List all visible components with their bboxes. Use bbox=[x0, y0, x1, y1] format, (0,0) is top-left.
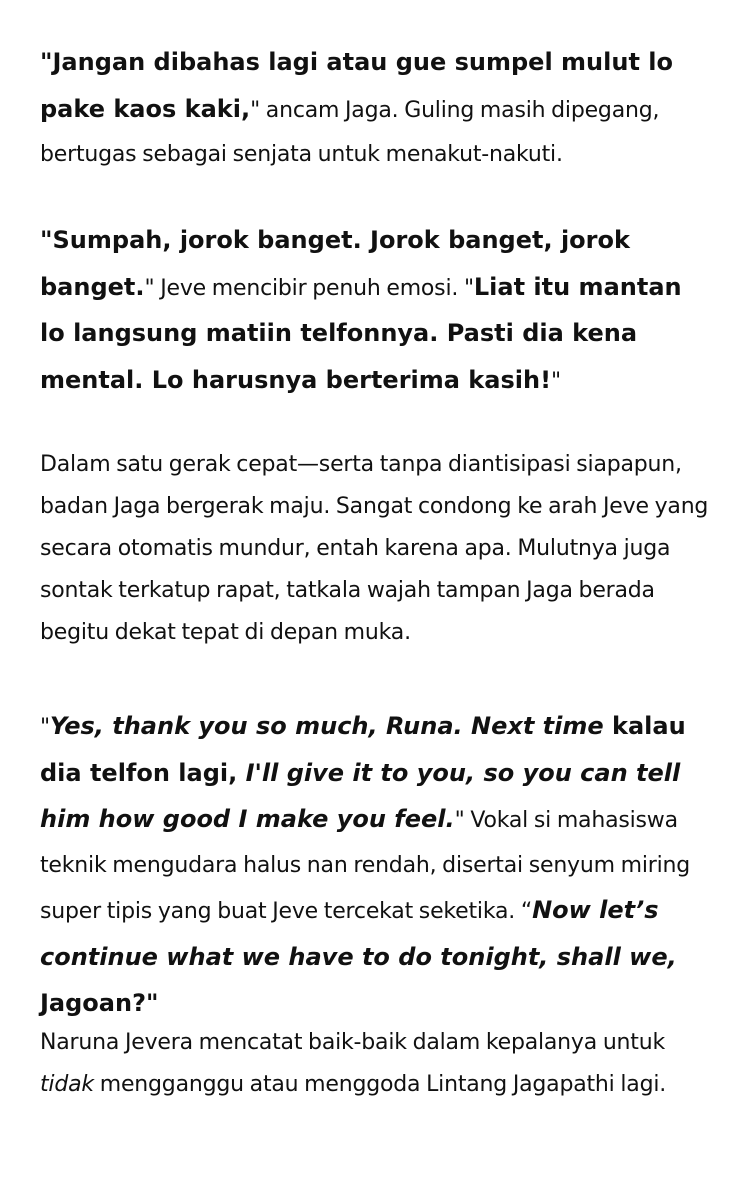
paragraph-2 bbox=[40, 218, 714, 398]
paragraph-1 bbox=[40, 40, 714, 172]
text-run: Jagoan?" bbox=[40, 989, 159, 1017]
text-run: mengganggu atau menggoda Lintang Jagapathi lagi. bbox=[93, 1072, 667, 1097]
text-run: Yes, thank you so much, Runa. Next time bbox=[49, 712, 604, 740]
text-run: Now let’s continue what we have to do tonight, shall we, bbox=[40, 896, 677, 971]
text-run: kalau dia telfon lagi, bbox=[40, 712, 686, 787]
text-run: "Sumpah, jorok banget. Jorok banget, jorok banget. bbox=[40, 226, 630, 301]
text-run: " bbox=[551, 368, 561, 394]
text-run: I'll give it to you, so you can tell him how good I make you feel. bbox=[40, 758, 681, 833]
text-run: tidak bbox=[40, 1072, 94, 1097]
text-run: Naruna Jevera mencatat baik-baik dalam kepalanya untuk bbox=[40, 1030, 666, 1055]
text-run: Liat itu mantan lo langsung matiin telfonnya. Pasti dia kena mental. Lo harusnya berterima kasih! bbox=[40, 272, 682, 394]
text-run: "Jangan dibahas lagi atau gue sumpel mulut lo pake kaos kaki, bbox=[40, 48, 673, 123]
text-run: " Jeve mencibir penuh emosi. " bbox=[144, 275, 474, 301]
text-run: Dalam satu gerak cepat—serta tanpa diantisipasi siapapun, badan Jaga bergerak maju. Sangat condong ke arah Jeve yang secara otomatis mundur, entah karena apa. Mulutnya juga sontak terkatup rapat, tatkala wajah tampan Jaga berada begitu dekat tepat di depan muka. bbox=[40, 452, 709, 645]
text-run: " Vokal si mahasiswa teknik mengudara halus nan rendah, disertai senyum miring super tipis yang buat Jeve tercekat seketika. “ bbox=[40, 808, 691, 924]
text-run: " bbox=[40, 715, 50, 740]
paragraph-5 bbox=[40, 1022, 714, 1108]
text-run: " ancam Jaga. Guling masih dipegang, bertugas sebagai senjata untuk menakut-nakuti. bbox=[40, 97, 660, 167]
paragraph-4 bbox=[40, 704, 714, 1017]
paragraph-3 bbox=[40, 444, 714, 656]
